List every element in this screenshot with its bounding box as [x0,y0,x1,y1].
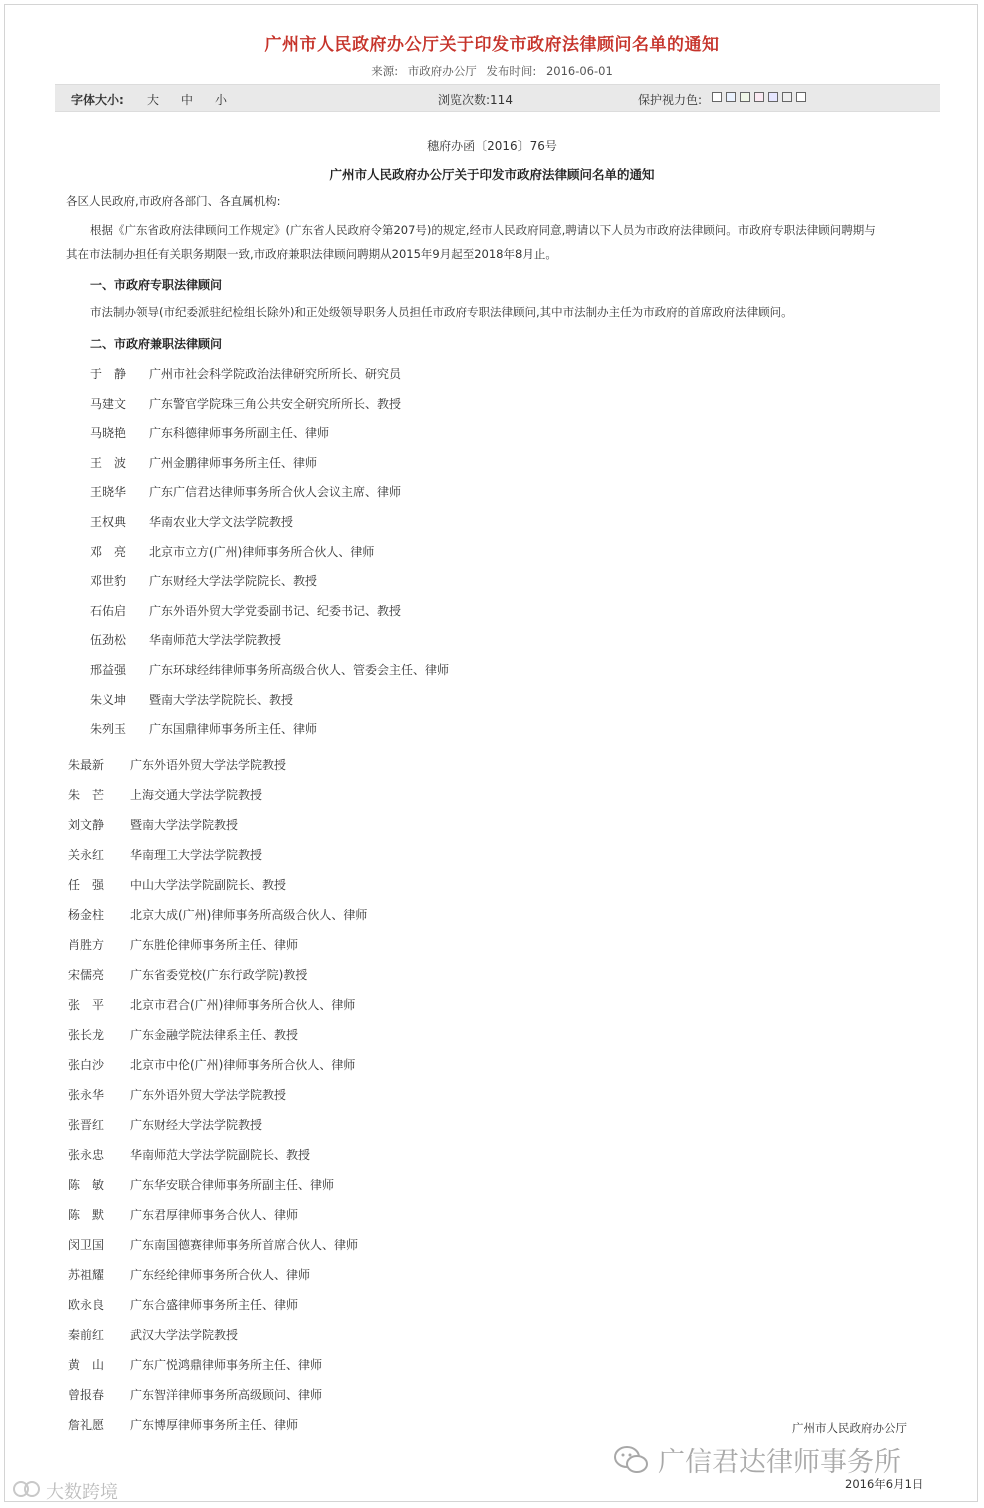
advisor-description: 广东外语外贸大学法学院教授 [130,758,287,772]
advisor-description: 广东外语外贸大学党委副书记、纪委书记、教授 [149,603,402,618]
advisor-description: 广东广信君达律师事务所合伙人会议主席、律师 [149,485,402,500]
eye-protect-swatch[interactable] [782,92,792,102]
eye-protect-swatch[interactable] [796,92,806,102]
font-size-small-button[interactable]: 小 [215,93,228,107]
advisor-description: 广东合盛律师事务所主任、律师 [130,1298,299,1312]
source-label: 来源: [371,64,399,78]
advisor-description: 华南理工大学法学院教授 [130,848,263,862]
advisor-name: 苏祖耀 [68,1268,105,1282]
advisor-description: 上海交通大学法学院教授 [130,788,263,802]
advisor-description: 北京市立方(广州)律师事务所合伙人、律师 [149,544,375,559]
eye-protect-swatches [712,92,806,102]
advisor-description: 华南师范大学法学院教授 [149,633,282,648]
advisor-name: 朱最新 [68,758,105,772]
advisor-description: 广东环球经纬律师事务所高级合伙人、管委会主任、律师 [149,663,450,677]
advisor-description: 广东财经大学法学院院长、教授 [149,574,318,589]
advisor-description: 中山大学法学院副院长、教授 [130,878,287,892]
advisor-description: 广州金鹏律师事务所主任、律师 [149,455,318,470]
view-count [438,91,513,108]
advisor-description: 广东财经大学法学院教授 [130,1118,263,1132]
advisor-description: 广东经纶律师事务所合伙人、律师 [130,1268,311,1282]
document-subtitle: 广州市人民政府办公厅关于印发市政府法律顾问名单的通知 [329,167,655,182]
addressee: 各区人民政府,市政府各部门、各直属机构: [66,194,281,208]
advisor-description: 广东胜伦律师事务所主任、律师 [130,938,299,952]
advisor-description: 北京市中伦(广州)律师事务所合伙人、律师 [130,1058,356,1072]
font-size-large-button[interactable]: 大 [147,93,160,107]
advisor-name: 曾报春 [68,1388,105,1402]
advisor-description: 广东华安联合律师事务所副主任、律师 [130,1178,335,1192]
eye-protect-swatch[interactable] [712,92,722,102]
eye-protect-swatch[interactable] [726,92,736,102]
advisor-name: 张晋红 [68,1118,105,1132]
view-count-value: 114 [490,93,513,107]
document-date: 2016年6月1日 [845,1477,924,1491]
advisor-name: 朱列玉 [90,722,127,737]
advisor-name: 朱 芒 [68,788,105,802]
advisor-description: 广东科德律师事务所副主任、律师 [149,426,330,441]
advisor-description: 暨南大学法学院教授 [130,818,239,832]
advisor-name: 于 静 [90,367,127,381]
advisor-description: 广东外语外贸大学法学院教授 [130,1088,287,1102]
advisor-description: 广东南国德赛律师事务所首席合伙人、律师 [130,1238,359,1252]
advisor-name: 伍劲松 [90,633,127,648]
wechat-icon [612,1444,650,1476]
advisor-name: 马建文 [90,396,127,411]
advisor-name: 石佑启 [90,603,127,618]
advisor-description: 广东省委党校(广东行政学院)教授 [130,968,308,982]
eye-protect-swatch[interactable] [754,92,764,102]
advisor-description: 北京市君合(广州)律师事务所合伙人、律师 [130,998,356,1012]
article-toolbar [55,84,940,112]
advisor-description: 广东智洋律师事务所高级顾问、律师 [130,1388,323,1402]
advisor-description: 北京大成(广州)律师事务所高级合伙人、律师 [130,908,368,922]
advisor-description: 广东金融学院法律系主任、教授 [130,1028,299,1042]
paragraph-1-line-2: 其在市法制办担任有关职务期限一致,市政府兼职法律顾问聘期从2015年9月起至2018年8月止。 [66,247,557,261]
advisor-description: 广东国鼎律师事务所主任、律师 [149,722,318,737]
advisor-description: 华南农业大学文法学院教授 [149,515,294,529]
advisor-name: 张 平 [68,998,105,1012]
advisor-description: 华南师范大学法学院副院长、教授 [130,1148,311,1162]
watermark-right [612,1440,901,1479]
advisor-name: 詹礼愿 [68,1418,105,1432]
watermark-logo-icon [12,1479,42,1503]
advisor-name: 张永华 [68,1088,105,1102]
advisor-name: 张白沙 [68,1058,105,1072]
eye-protect-label: 保护视力色: [638,93,703,107]
advisor-description: 广东广悦鸿鼎律师事务所主任、律师 [130,1358,323,1372]
advisor-name: 关永红 [68,848,105,862]
advisor-name: 朱义坤 [90,692,127,707]
advisor-name: 邢益强 [90,663,127,677]
advisor-name: 刘文静 [68,818,105,832]
view-count-label: 浏览次数: [438,93,491,107]
advisor-name: 王晓华 [90,485,127,500]
eye-protect-swatch[interactable] [740,92,750,102]
watermark-left-text: 大数跨境 [46,1482,118,1503]
advisor-name: 王 波 [90,455,127,470]
advisor-description: 广州市社会科学院政治法律研究所所长、研究员 [149,367,402,381]
advisor-name: 杨金柱 [68,908,105,922]
advisor-description: 武汉大学法学院教授 [130,1328,239,1342]
published-label: 发布时间: [486,64,537,78]
advisor-description: 广东警官学院珠三角公共安全研究所所长、教授 [149,396,402,411]
advisor-name: 闵卫国 [68,1238,105,1252]
advisor-name: 马晓艳 [90,426,127,441]
font-size-label: 字体大小: [71,93,124,107]
advisor-name: 王权典 [90,515,127,529]
advisor-name: 宋儒亮 [68,968,105,982]
advisor-name: 黄 山 [68,1358,105,1372]
advisor-name: 任 强 [68,878,105,892]
advisor-name: 邓世豹 [90,574,127,589]
font-size-medium-button[interactable]: 中 [181,93,194,107]
article-meta [0,63,984,79]
advisor-name: 陈 敏 [68,1178,105,1192]
section-heading-parttime: 二、市政府兼职法律顾问 [90,337,223,351]
section-heading-fulltime: 一、市政府专职法律顾问 [90,278,223,292]
section-fulltime-text: 市法制办领导(市纪委派驻纪检组长除外)和正处级领导职务人员担任市政府专职法律顾问,其中市法制办主任为市政府的首席政府法律顾问。 [90,305,793,319]
source-value: 市政府办公厅 [407,64,477,78]
advisor-description: 广东博厚律师事务所主任、律师 [130,1418,299,1432]
watermark-left [12,1478,118,1504]
advisor-name: 张永忠 [68,1148,105,1162]
eye-protect-swatch[interactable] [768,92,778,102]
advisor-name: 邓 亮 [90,544,127,559]
advisor-name: 肖胜方 [68,938,105,952]
advisor-description: 暨南大学法学院院长、教授 [149,692,294,707]
advisor-description: 广东君厚律师事务合伙人、律师 [130,1208,299,1222]
advisor-name: 秦前红 [68,1328,105,1342]
watermark-right-text: 广信君达律师事务所 [658,1447,901,1478]
paragraph-1-line-1: 根据《广东省政府法律顾问工作规定》(广东省人民政府令第207号)的规定,经市人民政府同意,聘请以下人员为市政府法律顾问。市政府专职法律顾问聘期与 [90,223,876,237]
document-number: 穗府办函〔2016〕76号 [427,139,557,153]
signature: 广州市人民政府办公厅 [792,1421,907,1435]
page-title: 广州市人民政府办公厅关于印发市政府法律顾问名单的通知 [264,35,720,55]
advisor-name: 张长龙 [68,1028,105,1042]
published-value: 2016-06-01 [545,64,613,78]
advisor-name: 陈 默 [68,1208,105,1222]
advisor-name: 欧永良 [68,1298,105,1312]
